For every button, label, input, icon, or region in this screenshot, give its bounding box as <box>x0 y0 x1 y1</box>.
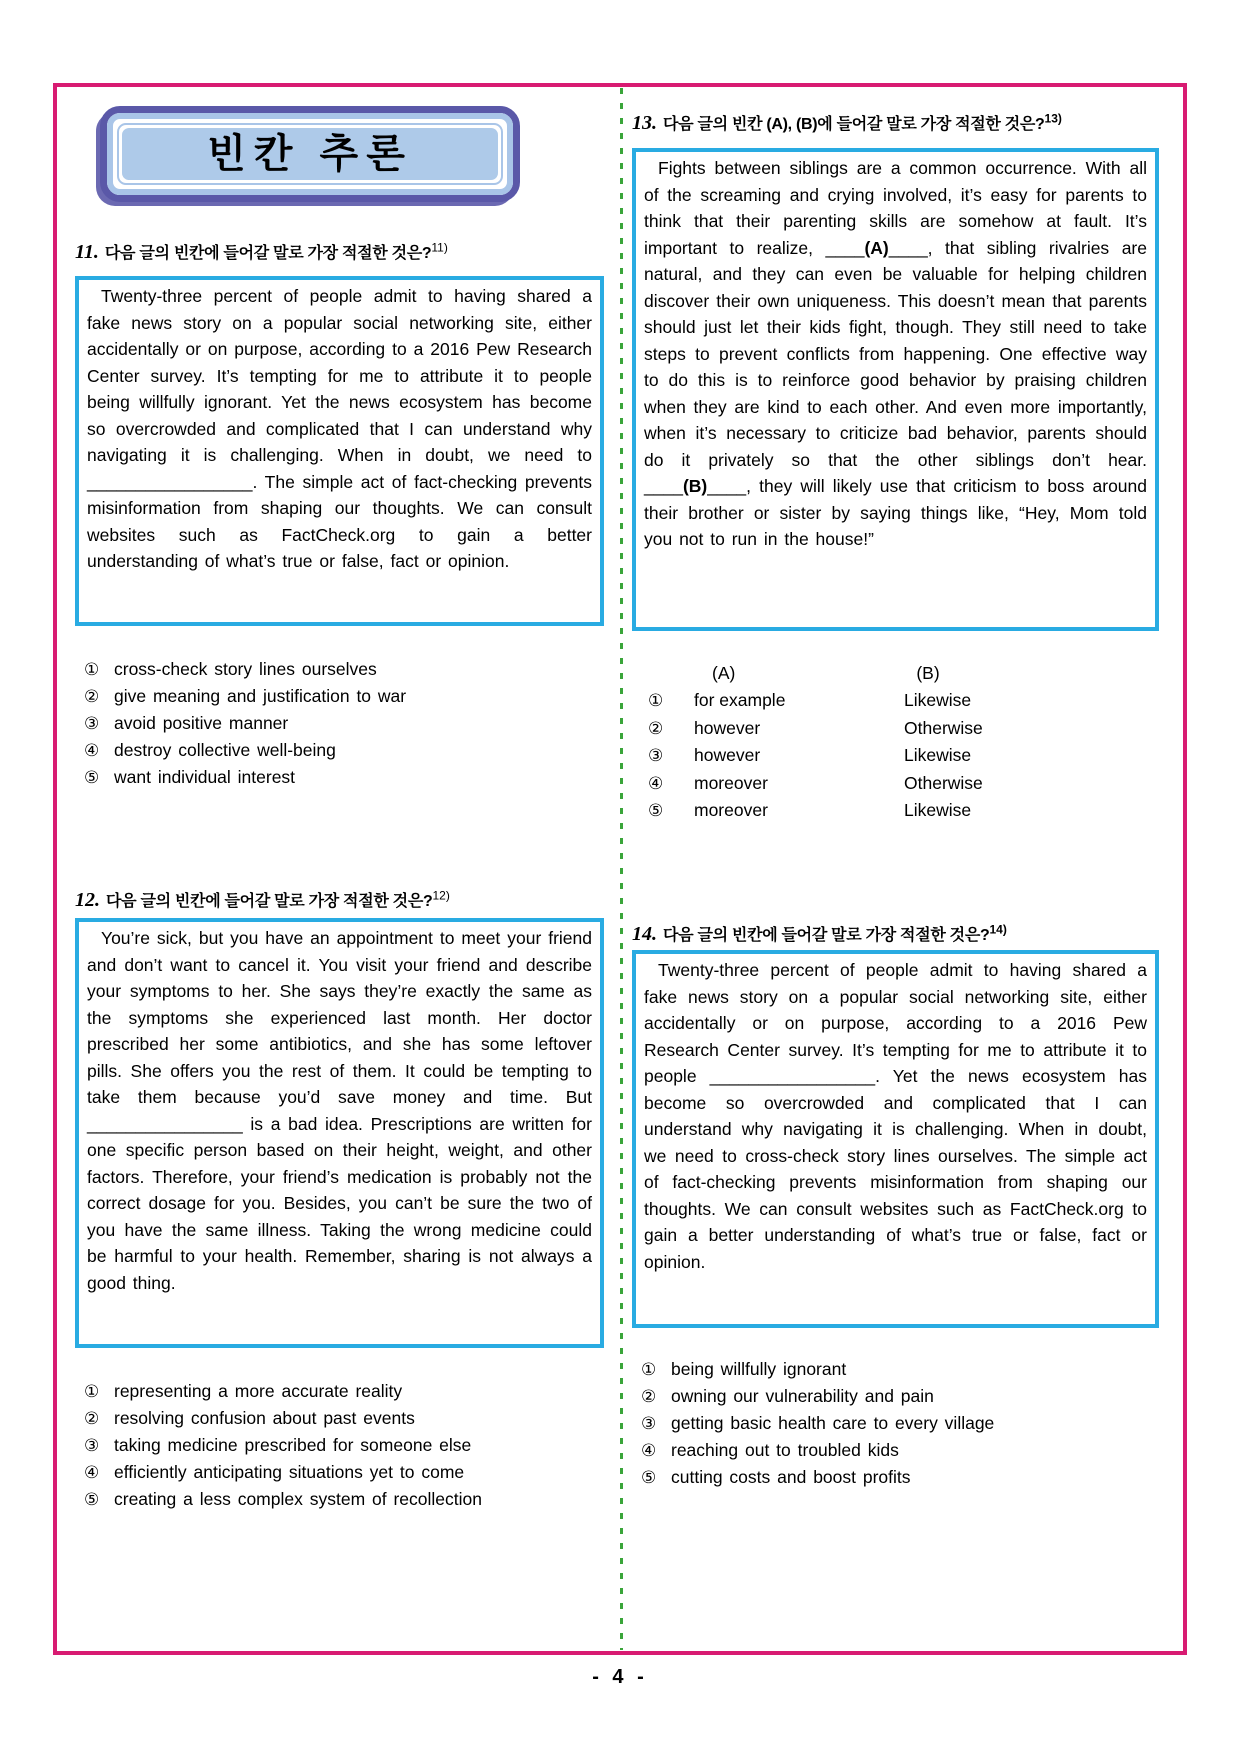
question-14-passage: Twenty-three percent of people admit to having shared a fake news story on a popular social networking site, either accidentally or on purpose, according to a 2016 Pew Research Center survey. It’s tempting for me to attribute it to people _________________. Yet the news ecosystem has become so overcrowded and complicated that I can understand why navigating it is challenging. When in doubt, we need to cross-check story lines ourselves. The simple act of fact-checking prevents misinformation from shaping our thoughts. We can consult websites such as FactCheck.org to gain a better understanding of what’s true or false, fact or opinion. <box>632 950 1159 1328</box>
choice-marker: ⑤ <box>84 1490 100 1509</box>
choice-text: resolving confusion about past events <box>114 1408 415 1428</box>
answer-table-row <box>648 770 1128 798</box>
choice-option <box>84 1405 604 1432</box>
choice-b-text: Otherwise <box>904 717 983 738</box>
section-title-plate <box>100 106 520 202</box>
choice-a-text: for example <box>694 690 786 710</box>
question-14-choices <box>641 1356 1151 1491</box>
question-12-header <box>75 888 450 912</box>
choice-b-text: Otherwise <box>904 772 983 793</box>
choice-text: being willfully ignorant <box>671 1359 847 1379</box>
choice-b-text: Likewise <box>904 690 972 710</box>
choice-marker: ② <box>84 1409 100 1428</box>
question-12-choices <box>84 1378 604 1513</box>
section-title: 빈칸 추론 <box>122 128 498 180</box>
choice-marker: ④ <box>84 741 100 760</box>
question-11-number: 11. <box>75 241 99 263</box>
choice-b-text: Likewise <box>904 800 972 820</box>
question-11-header <box>75 240 448 264</box>
choice-text: cutting costs and boost profits <box>671 1467 911 1487</box>
choice-a-text: moreover <box>694 800 768 820</box>
choice-marker: ③ <box>84 1436 100 1455</box>
question-12-footnote: 12) <box>432 888 450 903</box>
choice-a-text: moreover <box>694 772 768 793</box>
title-plate-ring <box>107 113 513 195</box>
choice-option <box>641 1410 1151 1437</box>
answer-table-row <box>648 687 1128 715</box>
choice-marker: ③ <box>641 1414 657 1433</box>
question-12-number: 12. <box>75 889 100 911</box>
choice-marker: ④ <box>84 1463 100 1482</box>
choice-option <box>641 1464 1151 1491</box>
choice-option <box>84 710 604 737</box>
question-11-footnote: 11) <box>431 240 448 255</box>
choice-marker: ② <box>84 687 100 706</box>
choice-option <box>84 1459 604 1486</box>
choice-option <box>84 683 604 710</box>
question-11-passage: Twenty-three percent of people admit to having shared a fake news story on a popular social networking site, either accidentally or on purpose, according to a 2016 Pew Research Center survey. It’s tempting for me to attribute it to people being willfully ignorant. Yet the news ecosystem has become so overcrowded and complicated that I can understand why navigating it is challenging. When in doubt, we need to _________________. The simple act of fact-checking prevents misinformation from shaping our thoughts. We can consult websites such as FactCheck.org to gain a better understanding of what’s true or false, fact or opinion. <box>75 276 604 626</box>
choice-marker: ④ <box>641 1441 657 1460</box>
choice-option <box>84 656 604 683</box>
choice-text: reaching out to troubled kids <box>671 1440 899 1460</box>
question-13-header <box>632 111 1062 135</box>
question-11-choices <box>84 656 604 791</box>
choice-text: avoid positive manner <box>114 713 289 733</box>
choice-option <box>84 1486 604 1513</box>
question-12-prompt: 다음 글의 빈칸에 들어갈 말로 가장 적절한 것은? <box>106 893 433 910</box>
question-13-footnote: 13) <box>1044 111 1062 126</box>
choice-marker: ① <box>84 1382 100 1401</box>
choice-text: owning our vulnerability and pain <box>671 1386 934 1406</box>
choice-marker: ① <box>648 691 664 710</box>
choice-text: creating a less complex system of recollection <box>114 1489 482 1509</box>
choice-option <box>641 1437 1151 1464</box>
choice-option <box>641 1383 1151 1410</box>
choice-text: want individual interest <box>114 767 296 787</box>
choice-a-text: however <box>694 745 761 765</box>
choice-text: getting basic health care to every village <box>671 1413 995 1433</box>
answer-table-row <box>648 742 1128 770</box>
question-14-number: 14. <box>632 923 657 945</box>
answer-table-header-row <box>648 660 1128 687</box>
choice-marker: ⑤ <box>641 1468 657 1487</box>
choice-text: destroy collective well-being <box>114 740 336 760</box>
choice-text: give meaning and justification to war <box>114 686 407 706</box>
column-b-header: (B) <box>916 663 940 683</box>
question-13-number: 13. <box>632 112 657 134</box>
choice-marker: ③ <box>84 714 100 733</box>
choice-b-text: Likewise <box>904 745 972 765</box>
choice-marker: ⑤ <box>648 801 664 820</box>
choice-marker: ② <box>648 718 664 738</box>
choice-marker: ③ <box>648 746 664 765</box>
question-12-passage: You’re sick, but you have an appointment to meet your friend and don’t want to cancel it. You visit your friend and describe your symptoms to her. She says they’re exactly the same as the symptoms she experienced last month. Her doctor prescribed her some antibiotics, and she has some leftover pills. She offers you the rest of them. It could be tempting to take them because you’d save money and time. But ________________ is a bad idea. Prescriptions are written for one specific person based on their height, weight, and other factors. Therefore, your friend’s medication is probably not the correct dosage for you. Besides, you can’t be sure the two of you have the same illness. Taking the wrong medicine could be harmful to your health. Remember, sharing is not always a good thing. <box>75 918 604 1348</box>
choice-text: efficiently anticipating situations yet to come <box>114 1462 465 1482</box>
choice-text: taking medicine prescribed for someone else <box>114 1435 472 1455</box>
question-14-footnote: 14) <box>989 922 1007 937</box>
choice-marker: ④ <box>648 773 664 793</box>
choice-marker: ① <box>641 1360 657 1379</box>
question-13-answer-table <box>648 660 1128 825</box>
question-13-prompt: 다음 글의 빈칸 (A), (B)에 들어갈 말로 가장 적절한 것은? <box>663 116 1045 133</box>
question-14-header <box>632 922 1007 946</box>
answer-table-row <box>648 715 1128 743</box>
question-11-prompt: 다음 글의 빈칸에 들어갈 말로 가장 적절한 것은? <box>104 245 432 262</box>
choice-option <box>84 764 604 791</box>
choice-option <box>84 1432 604 1459</box>
column-a-header: (A) <box>712 663 736 683</box>
page-number: - 4 - <box>592 1666 648 1688</box>
choice-a-text: however <box>694 717 761 738</box>
choice-option <box>84 1378 604 1405</box>
choice-option <box>641 1356 1151 1383</box>
choice-text: representing a more accurate reality <box>114 1381 403 1401</box>
question-14-prompt: 다음 글의 빈칸에 들어갈 말로 가장 적절한 것은? <box>663 927 990 944</box>
answer-table-row <box>648 797 1128 825</box>
question-13-passage: Fights between siblings are a common occurrence. With all of the screaming and crying involved, it’s easy for parents to think that their parenting skills are somehow at fault. It’s important to realize, ____(A)____, that sibling rivalries are natural, and they can even be valuable for helping children discover their own uniqueness. This doesn’t mean that parents should just let their kids fight, though. They still need to take steps to prevent conflicts from happening. One effective way to do this is to reinforce good behavior by praising children when they are kind to each other. And even more importantly, when it’s necessary to criticize bad behavior, parents should do it privately so that the other siblings don’t hear. ____(B)____, they will likely use that criticism to boss around their brother or sister by saying things like, “Hey, Mom told you not to run in the house!” <box>632 148 1159 631</box>
title-plate-inner-ring <box>117 123 503 185</box>
choice-marker: ① <box>84 660 100 679</box>
choice-option <box>84 737 604 764</box>
choice-marker: ⑤ <box>84 768 100 787</box>
choice-text: cross-check story lines ourselves <box>114 659 377 679</box>
choice-marker: ② <box>641 1387 657 1406</box>
column-divider-dotted-line <box>620 88 623 1650</box>
